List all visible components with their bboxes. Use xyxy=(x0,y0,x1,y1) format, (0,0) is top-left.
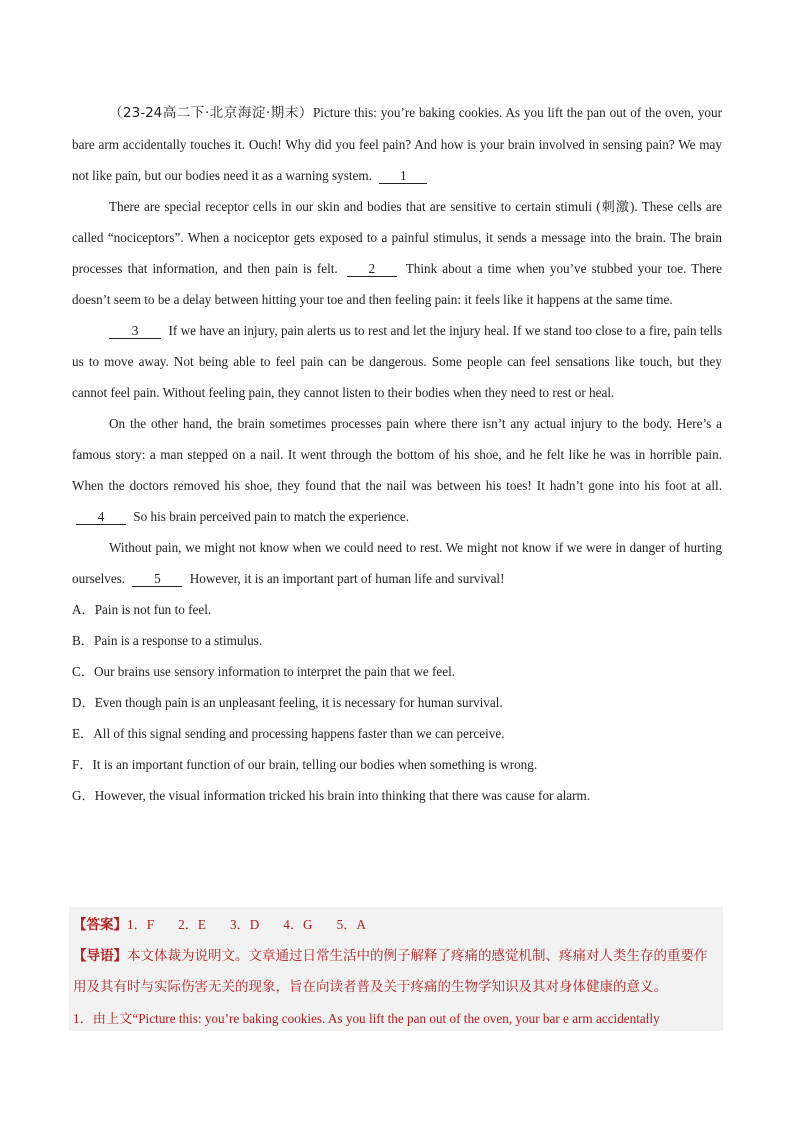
option-g: G．However, the visual information tricked his brain into thinking that there was cause for alarm. xyxy=(72,788,591,803)
option-d: D．Even though pain is an unpleasant feeling, it is necessary for human survival. xyxy=(72,695,503,710)
answer-item: 5．A xyxy=(336,917,366,932)
answer-item: 2．E xyxy=(178,917,206,932)
answer-item: 1．F xyxy=(127,917,155,932)
blank-3: 3 xyxy=(109,323,161,339)
option-e: E．All of this signal sending and processing happens faster than we can perceive. xyxy=(72,726,505,741)
option-b: B．Pain is a response to a stimulus. xyxy=(72,633,263,648)
option-f: F．It is an important function of our brain, telling our bodies when something is wrong. xyxy=(72,757,538,772)
guide-text: 【导语】本文体裁为说明文。文章通过日常生活中的例子解释了疼痛的感觉机制、疼痛对人类生存的重要作用及其有时与实际伤害无关的现象，旨在向读者普及关于疼痛的生物学知识及其对身体健康的意义。 xyxy=(73,948,708,995)
answer-item: 3．D xyxy=(229,917,260,932)
explanation-1: 1．由上文“Picture this: you’re baking cookies. As you lift the pan out of the oven, your bar e arm accidentally xyxy=(73,1011,660,1026)
answer-key: 【答案】1．F 2．E 3．D 4．G 5．A xyxy=(73,917,366,933)
reading-passage xyxy=(72,97,722,811)
paragraph-2: There are special receptor cells in our skin and bodies that are sensitive to certain stimuli (刺激). These cells are called “nociceptors”. When a nociceptor gets exposed to a painful stimulus, it sends a message into the brain. The brain processes that information, and then pain is felt. 2 Think about a time when you’ve stubbed your toe. There doesn’t seem to be a delay between hitting your toe and then feeling pain: it feels like it happens at the same time. xyxy=(72,199,723,307)
paragraph-1: （23-24高二下·北京海淀·期末）Picture this: you’re baking cookies. As you lift the pan out of the oven, your bare arm accidentally touches it. Ouch! Why did you feel pain? And how is your brain involved in sensing pain? We may not like pain, but our bodies need it as a warning system. 1 xyxy=(72,105,722,183)
option-c: C．Our brains use sensory information to interpret the pain that we feel. xyxy=(72,664,456,679)
blank-2: 2 xyxy=(347,261,397,277)
paragraph-5: Without pain, we might not know when we could need to rest. We might not know if we were in danger of hurting ourselves. 5 However, it is an important part of human life and survival! xyxy=(72,540,722,586)
answer-section xyxy=(69,907,723,1031)
paragraph-3: 3 If we have an injury, pain alerts us to rest and let the injury heal. If we stand too close to a fire, pain tells us to move away. Not being able to feel pain can be dangerous. Some people can feel sensations like touch, but they cannot feel pain. Without feeling pain, they cannot listen to their bodies when they need to rest or heal. xyxy=(72,323,723,400)
blank-1: 1 xyxy=(379,168,427,184)
blank-4: 4 xyxy=(76,509,126,525)
option-a: A．Pain is not fun to feel. xyxy=(72,602,212,617)
question-source: （23-24高二下·北京海淀·期末） xyxy=(109,105,313,121)
blank-5: 5 xyxy=(132,571,182,587)
paragraph-4: On the other hand, the brain sometimes processes pain where there isn’t any actual injury to the body. Here’s a famous story: a man stepped on a nail. It went through the bottom of his shoe, and he felt like he was in horrible pain. When the doctors removed his shoe, they found that the nail was between his toes! It hadn’t gone into his foot at all. 4 So his brain perceived pain to match the experience. xyxy=(72,416,722,524)
answer-item: 4．G xyxy=(283,917,313,932)
